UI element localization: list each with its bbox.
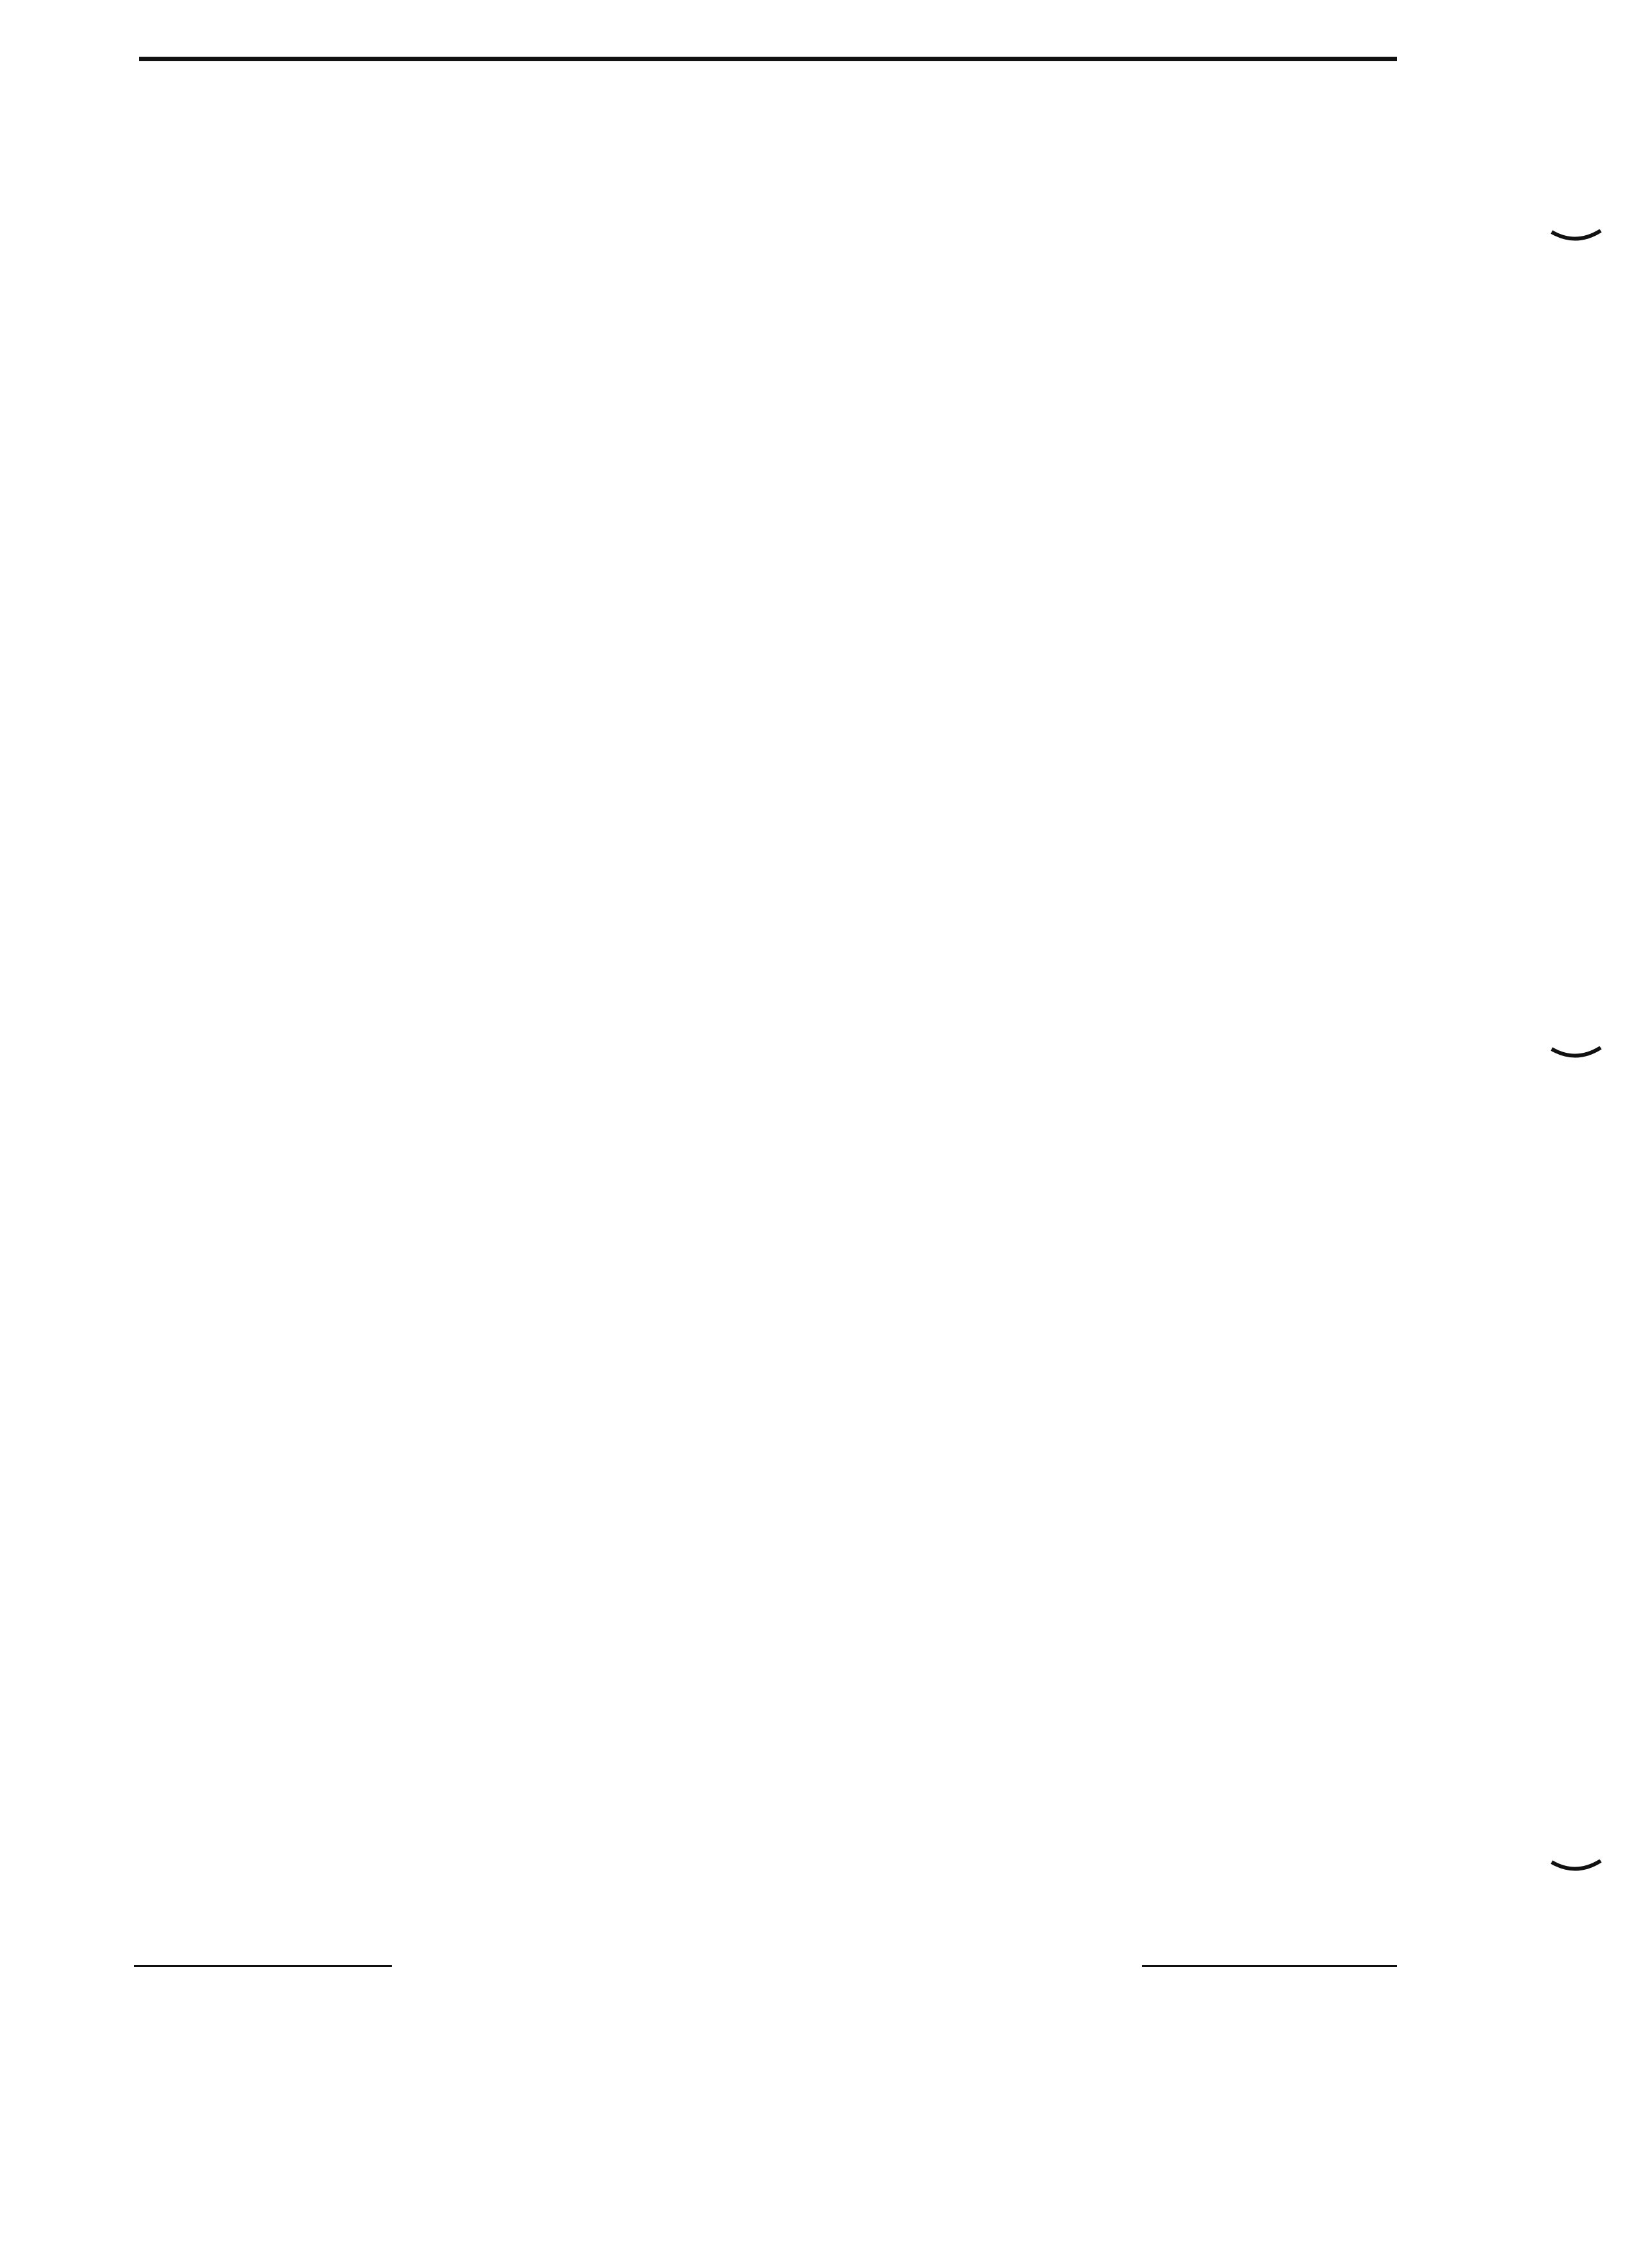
footer-rule-left [134,1965,392,1967]
binder-hole-mark-icon [1550,1046,1602,1061]
binder-hole-mark-icon [1550,229,1602,244]
top-rule [139,57,1397,61]
footer-rule-right [1142,1965,1397,1967]
binder-hole-mark-icon [1550,1860,1602,1874]
